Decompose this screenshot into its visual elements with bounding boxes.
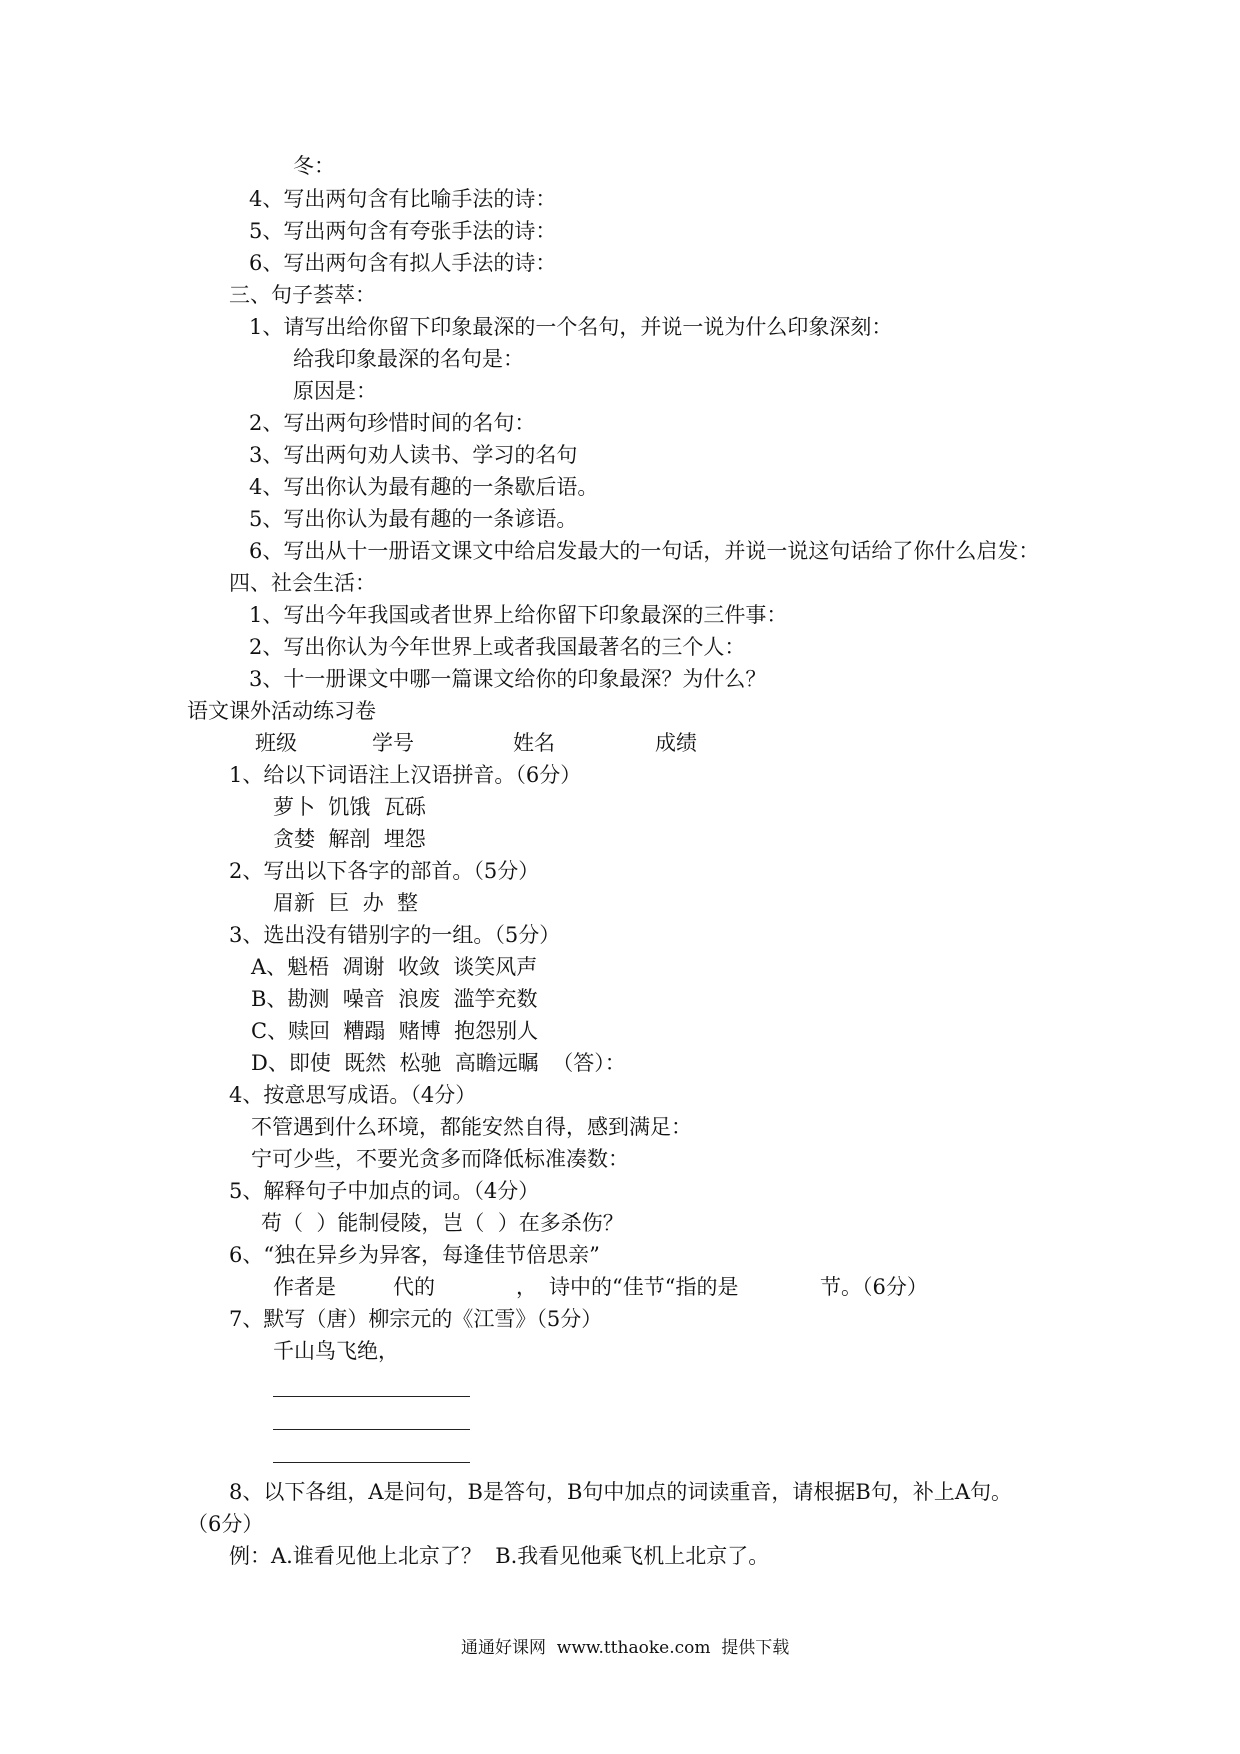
q7-prompt: 7、默写（唐）柳宗元的《江雪》（5分） xyxy=(229,1307,603,1331)
q7-first-line: 千山鸟飞绝， xyxy=(273,1339,399,1363)
q6-author-label: 作者是 xyxy=(273,1275,336,1299)
q2-chars: 眉新 巨 办 整 xyxy=(273,891,419,915)
q3-option-c: C、赎回 糟蹋 赌博 抱怨别人 xyxy=(251,1019,539,1043)
q6-prompt: 6、“独在异乡为异客，每逢佳节倍思亲” xyxy=(229,1243,600,1267)
q1-prompt: 1、给以下词语注上汉语拼音。（6分） xyxy=(229,763,582,787)
section4-item-1: 1、写出今年我国或者世界上给你留下印象最深的三件事： xyxy=(249,603,788,627)
q7-answer-blank-2[interactable] xyxy=(273,1429,470,1430)
section3-item-2: 2、写出两句珍惜时间的名句： xyxy=(249,411,536,435)
header-field-score: 成绩 xyxy=(655,731,697,755)
q3-option-b: B、勘测 噪音 浪废 滥竽充数 xyxy=(251,987,538,1011)
q4-line-2: 宁可少些，不要光贪多而降低标准凑数： xyxy=(251,1147,629,1171)
q5-prompt: 5、解释句子中加点的词。（4分） xyxy=(229,1179,540,1203)
poetry-item-exaggeration: 5、写出两句含有夸张手法的诗： xyxy=(249,219,557,243)
poetry-item-metaphor: 4、写出两句含有比喻手法的诗： xyxy=(249,187,557,211)
section3-title: 三、句子荟萃： xyxy=(229,283,376,307)
section3-item-1-reason: 原因是： xyxy=(293,379,377,403)
q1-words-row2: 贪婪 解剖 埋怨 xyxy=(273,827,426,851)
q8-prompt-cont: （6分） xyxy=(187,1512,264,1536)
page-footer: 通通好课网 www.tthaoke.com 提供下载 xyxy=(461,1638,790,1658)
section3-item-4: 4、写出你认为最有趣的一条歇后语。 xyxy=(249,475,599,499)
q6-dynasty-label: 代的 xyxy=(393,1275,435,1299)
q7-answer-blank-1[interactable] xyxy=(273,1396,470,1397)
header-field-name: 姓名 xyxy=(513,731,555,755)
q8-prompt: 8、以下各组，A是问句，B是答句，B句中加点的词读重音，请根据B句，补上A句。 xyxy=(229,1480,1012,1504)
q2-prompt: 2、写出以下各字的部首。（5分） xyxy=(229,859,540,883)
q4-prompt: 4、按意思写成语。（4分） xyxy=(229,1083,477,1107)
header-field-class: 班级 xyxy=(255,731,297,755)
q6-festival-label: 诗中的“佳节“指的是 xyxy=(549,1275,739,1299)
section3-item-6: 6、写出从十一册语文课文中给启发最大的一句话，并说一说这句话给了你什么启发： xyxy=(249,539,1040,563)
q6-comma: ， xyxy=(516,1275,537,1299)
q3-option-d: D、即使 既然 松驰 高瞻远瞩 （答）： xyxy=(251,1051,626,1075)
section3-item-3: 3、写出两句劝人读书、学习的名句 xyxy=(249,443,578,467)
worksheet-title: 语文课外活动练习卷 xyxy=(187,699,376,723)
q8-example: 例：A.谁看见他上北京了？ B.我看见他乘飞机上北京了。 xyxy=(229,1544,770,1568)
q7-answer-blank-3[interactable] xyxy=(273,1462,470,1463)
winter-item: 冬： xyxy=(293,154,335,178)
section3-item-1-favorite: 给我印象最深的名句是： xyxy=(293,347,524,371)
section4-item-3: 3、十一册课文中哪一篇课文给你的印象最深？为什么？ xyxy=(249,667,767,691)
section4-title: 四、社会生活： xyxy=(229,571,376,595)
section3-item-5: 5、写出你认为最有趣的一条谚语。 xyxy=(249,507,578,531)
poetry-item-personification: 6、写出两句含有拟人手法的诗： xyxy=(249,251,557,275)
q5-sentence: 苟（ ）能制侵陵，岂（ ）在多杀伤？ xyxy=(261,1211,624,1235)
q4-line-1: 不管遇到什么环境，都能安然自得，感到满足： xyxy=(251,1115,692,1139)
header-field-number: 学号 xyxy=(372,731,414,755)
section4-item-2: 2、写出你认为今年世界上或者我国最著名的三个人： xyxy=(249,635,746,659)
q6-festival-suffix: 节。（6分） xyxy=(820,1275,928,1299)
q1-words-row1: 萝卜 饥饿 瓦砾 xyxy=(273,795,426,819)
section3-item-1: 1、请写出给你留下印象最深的一个名句，并说一说为什么印象深刻： xyxy=(249,315,893,339)
q3-prompt: 3、选出没有错别字的一组。（5分） xyxy=(229,923,561,947)
q3-option-a: A、魁梧 凋谢 收敛 谈笑风声 xyxy=(251,955,538,979)
